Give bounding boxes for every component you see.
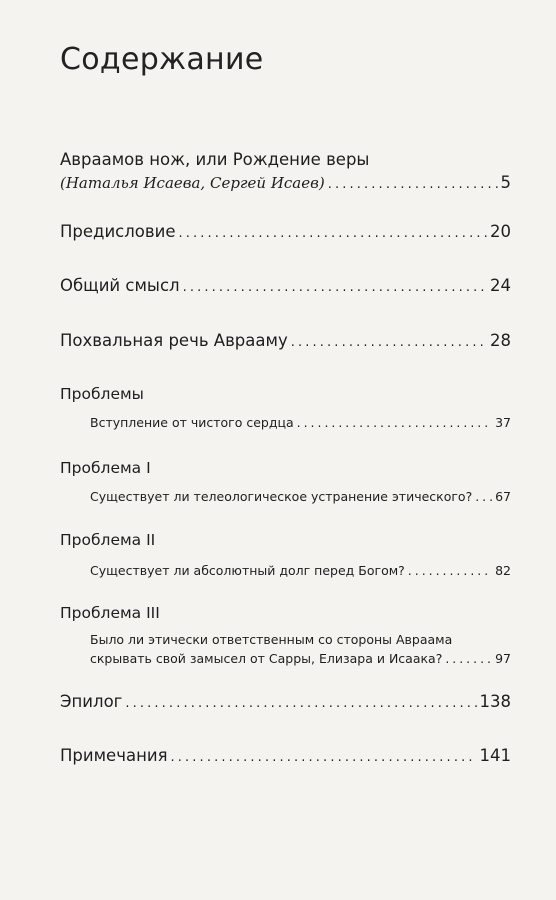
toc-subentry-title: Вступление от чистого сердца bbox=[90, 415, 294, 430]
section-heading: Проблема II bbox=[60, 531, 156, 549]
toc-subentry-title: Существует ли абсолютный долг перед Богом? bbox=[90, 563, 405, 578]
toc-entry-row bbox=[60, 222, 511, 241]
page-number: 82 bbox=[495, 563, 511, 578]
page-number: 20 bbox=[490, 222, 511, 241]
toc-subentry-concealment[interactable] bbox=[60, 632, 511, 666]
toc-entry-general-sense[interactable] bbox=[60, 276, 511, 295]
toc-entry-title: Общий смысл bbox=[60, 276, 180, 295]
toc-entry-abrahams-knife[interactable] bbox=[60, 150, 511, 192]
page-title: Содержание bbox=[60, 42, 264, 77]
page-number: 24 bbox=[490, 276, 511, 295]
dot-leader bbox=[297, 415, 492, 430]
page-number: 141 bbox=[479, 746, 511, 765]
toc-section-problem-2 bbox=[60, 531, 511, 578]
toc-section-problem-1 bbox=[60, 459, 511, 504]
page-number: 5 bbox=[500, 173, 511, 192]
toc-subentry-title-row bbox=[90, 651, 511, 666]
toc-entry-foreword[interactable] bbox=[60, 222, 511, 241]
toc-entry-title-row bbox=[60, 150, 511, 169]
dot-leader bbox=[408, 563, 492, 578]
toc-entry-row bbox=[60, 276, 511, 295]
page-number: 67 bbox=[495, 489, 511, 504]
toc-entry-epilogue[interactable] bbox=[60, 692, 511, 711]
section-heading: Проблема I bbox=[60, 459, 151, 477]
dot-leader bbox=[328, 177, 498, 192]
toc-entry-row bbox=[60, 692, 511, 711]
toc-entry-title: Авраамов нож, или Рождение веры bbox=[60, 150, 370, 169]
toc-entry-title: Предисловие bbox=[60, 222, 176, 241]
toc-entry-row bbox=[60, 746, 511, 765]
toc-section-problem-3 bbox=[60, 604, 511, 666]
dot-leader bbox=[178, 226, 487, 241]
toc-section-problems bbox=[60, 385, 511, 430]
toc-subentry-absolute-duty[interactable] bbox=[60, 563, 511, 578]
toc-entry-title: Примечания bbox=[60, 746, 168, 765]
toc-entry-title: Похвальная речь Аврааму bbox=[60, 331, 288, 350]
toc-subentry-teleological[interactable] bbox=[60, 489, 511, 504]
toc-subentry-title: Существует ли телеологическое устранение этического? bbox=[90, 489, 473, 504]
toc-entry-row bbox=[60, 331, 511, 350]
page-number: 97 bbox=[495, 651, 511, 666]
dot-leader bbox=[183, 280, 487, 295]
toc-entry-authors-row bbox=[60, 173, 511, 192]
page-number: 138 bbox=[479, 692, 511, 711]
section-heading: Проблема III bbox=[60, 604, 160, 622]
dot-leader bbox=[445, 651, 492, 666]
toc-entry-title: Эпилог bbox=[60, 692, 123, 711]
toc-subentry-pure-heart[interactable] bbox=[60, 415, 511, 430]
section-heading: Проблемы bbox=[60, 385, 144, 403]
page-number: 37 bbox=[495, 415, 511, 430]
toc-entry-notes[interactable] bbox=[60, 746, 511, 765]
dot-leader bbox=[291, 335, 487, 350]
toc-subentry-title-line1: Было ли этически ответственным со стороны Авраама bbox=[90, 632, 453, 647]
dot-leader bbox=[475, 489, 492, 504]
toc-subentry-title-line2: скрывать свой замысел от Сарры, Елизара и Исаака? bbox=[90, 651, 443, 666]
toc-entry-eulogy[interactable] bbox=[60, 331, 511, 350]
dot-leader bbox=[125, 696, 476, 711]
toc-entry-authors: (Наталья Исаева, Сергей Исаев) bbox=[60, 174, 325, 192]
page-number: 28 bbox=[490, 331, 511, 350]
dot-leader bbox=[171, 750, 477, 765]
